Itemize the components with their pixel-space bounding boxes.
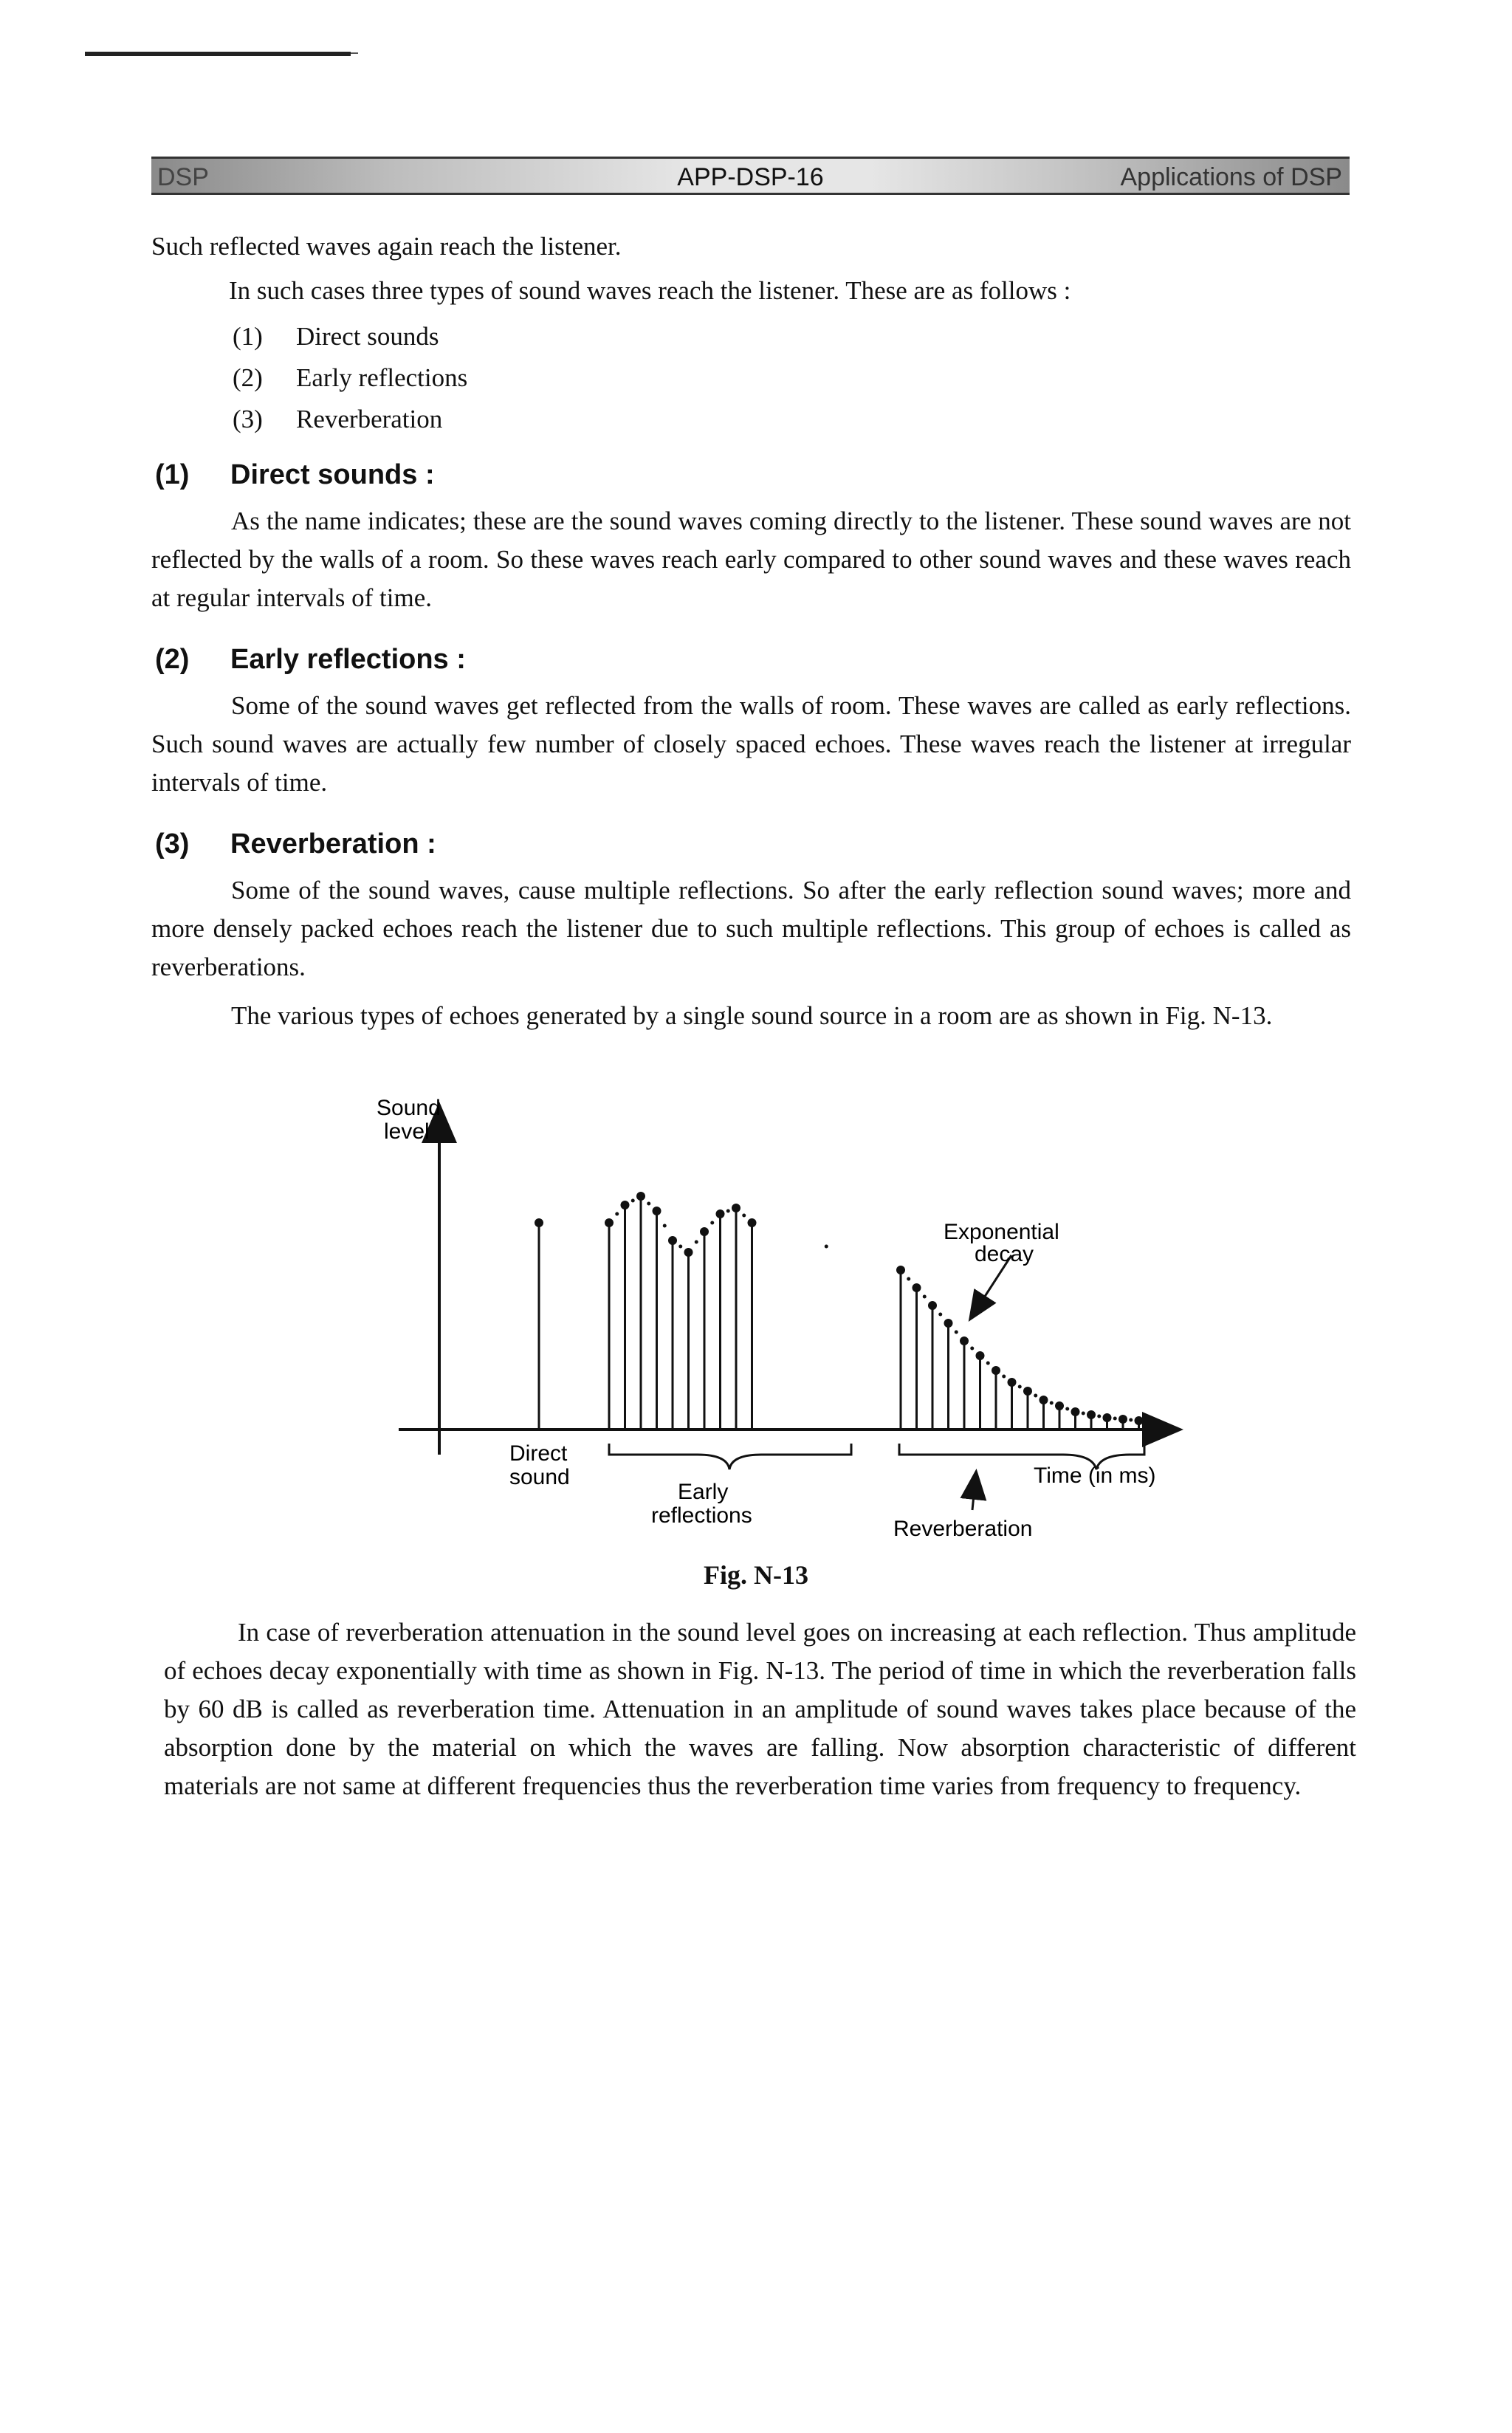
- stem-point: [1087, 1410, 1096, 1419]
- section-body-direct: As the name indicates; these are the sound waves coming directly to the listener. These sound waves are not reflected by the walls of a room. So these waves reach early compared to other sound waves and these waves reach at regular intervals of time.: [151, 507, 1351, 612]
- stem-point: [960, 1336, 969, 1345]
- section-heading-reverberation: [155, 828, 436, 860]
- section-title: Early reflections :: [230, 644, 466, 675]
- envelope-dot: [663, 1224, 667, 1228]
- list-item: [233, 322, 439, 351]
- stem-point: [976, 1351, 985, 1360]
- stem-point: [1071, 1407, 1080, 1416]
- list-item-text: Direct sounds: [296, 322, 439, 351]
- list-item: [233, 363, 467, 393]
- reverberation-label: Reverberation: [893, 1517, 1033, 1541]
- page-header: [151, 157, 1350, 195]
- list-item-text: Reverberation: [296, 405, 443, 433]
- envelope-dot: [710, 1221, 714, 1225]
- stem-point: [1040, 1396, 1048, 1404]
- early-reflections-label: reflections: [651, 1503, 752, 1528]
- envelope-dot: [1065, 1407, 1069, 1411]
- section-heading-early: [155, 644, 466, 676]
- envelope-dot: [1129, 1418, 1133, 1422]
- figure-n13: [325, 1093, 1196, 1565]
- stem-point: [1135, 1416, 1144, 1425]
- list-item-number: (3): [233, 405, 263, 433]
- list-item-number: (1): [233, 322, 263, 351]
- envelope-dot: [1002, 1375, 1006, 1379]
- stem-point: [1103, 1413, 1112, 1422]
- closing-paragraph: In case of reverberation attenuation in the sound level goes on increasing at each reflection. Thus amplitude of echoes decay exponentially with time as shown in Fig. N-13. The period of time in which the reverberation falls by 60 dB is called as reverberation time. Attenuation in an amplitude of sound waves takes place because of the absorption done by the material on which the waves are falling. Now absorption characteristic of different materials are not same at different frequencies thus the reverberation time varies from frequency to frequency.: [164, 1618, 1356, 1800]
- y-axis-label: Sound: [377, 1096, 441, 1120]
- envelope-dot: [825, 1245, 828, 1249]
- intro-line-1: Such reflected waves again reach the listener.: [151, 232, 622, 261]
- stem-point: [732, 1204, 740, 1212]
- reverberation-arrow: [972, 1473, 976, 1510]
- early-reflections-label: Early: [678, 1480, 729, 1504]
- decay-label: Exponential: [944, 1220, 1059, 1244]
- stem-point: [621, 1201, 630, 1209]
- stem-point: [636, 1192, 645, 1201]
- envelope-dot: [1113, 1417, 1117, 1421]
- section-body-reverberation: Some of the sound waves, cause multiple reflections. So after the early reflection sound waves; more and more densely packed echoes reach the listener due to such multiple reflections. This group of echoes is called as reverberations.: [151, 876, 1351, 981]
- stem-point: [535, 1218, 543, 1227]
- intro-line-2: In such cases three types of sound waves reach the listener. These are as follows :: [229, 276, 1071, 305]
- section-heading-direct: [155, 459, 435, 491]
- list-item-number: (2): [233, 363, 263, 392]
- header-right: Applications of DSP: [1120, 163, 1342, 191]
- envelope-dot: [742, 1214, 746, 1218]
- envelope-dot: [923, 1295, 927, 1299]
- envelope-dot: [955, 1331, 958, 1334]
- envelope-dot: [1097, 1415, 1101, 1418]
- envelope-dot: [1034, 1394, 1037, 1398]
- x-axis-label: Time (in ms): [1034, 1463, 1156, 1488]
- early-brace: [609, 1444, 851, 1469]
- envelope-dot: [726, 1209, 730, 1213]
- section-number: (2): [155, 644, 190, 675]
- top-rule: [85, 52, 351, 56]
- figure-caption: Fig. N-13: [704, 1560, 808, 1590]
- stem-point: [913, 1283, 921, 1292]
- stem-point: [668, 1236, 677, 1245]
- stem-point: [944, 1319, 953, 1328]
- envelope-dot: [907, 1277, 910, 1281]
- stem-point: [1118, 1415, 1127, 1424]
- envelope-dot: [647, 1202, 650, 1206]
- envelope-dot: [1018, 1385, 1022, 1389]
- section-number: (1): [155, 459, 190, 490]
- stem-point: [896, 1266, 905, 1274]
- section-number: (3): [155, 828, 190, 859]
- stem-point: [1008, 1378, 1017, 1387]
- stem-point: [1023, 1387, 1032, 1396]
- stem-point: [1055, 1401, 1064, 1410]
- figure-intro: The various types of echoes generated by a single sound source in a room are as shown in Fig. N-13.: [231, 1001, 1273, 1030]
- envelope-dot: [986, 1362, 990, 1365]
- envelope-dot: [970, 1347, 974, 1351]
- section-body-early: Some of the sound waves get reflected from the walls of room. These waves are called as early reflections. Such sound waves are actually few number of closely spaced echoes. These waves reach the listener at irregular intervals of time.: [151, 691, 1351, 797]
- envelope-dot: [1050, 1401, 1054, 1405]
- envelope-dot: [1082, 1412, 1085, 1415]
- direct-sound-label: sound: [509, 1465, 570, 1489]
- section-title: Direct sounds :: [230, 459, 435, 490]
- stem-point: [700, 1227, 709, 1236]
- stem-point: [605, 1218, 614, 1227]
- header-left: DSP: [157, 163, 209, 191]
- envelope-dot: [615, 1212, 619, 1216]
- y-axis-label: level: [384, 1119, 430, 1144]
- section-title: Reverberation :: [230, 828, 436, 859]
- envelope-dot: [938, 1313, 942, 1317]
- list-item: [233, 405, 442, 434]
- stem-point: [653, 1207, 662, 1215]
- header-page-id: APP-DSP-16: [677, 163, 824, 191]
- stem-point: [928, 1301, 937, 1310]
- list-item-text: Early reflections: [296, 363, 468, 392]
- stem-point: [716, 1209, 725, 1218]
- envelope-dot: [631, 1199, 635, 1203]
- direct-sound-label: Direct: [509, 1441, 568, 1466]
- envelope-dot: [678, 1245, 682, 1249]
- stem-point: [684, 1248, 693, 1257]
- stem-point: [992, 1366, 1000, 1375]
- envelope-dot: [695, 1240, 698, 1244]
- stem-point: [748, 1218, 757, 1227]
- decay-label: decay: [975, 1242, 1034, 1266]
- top-rule-tail: [351, 52, 358, 54]
